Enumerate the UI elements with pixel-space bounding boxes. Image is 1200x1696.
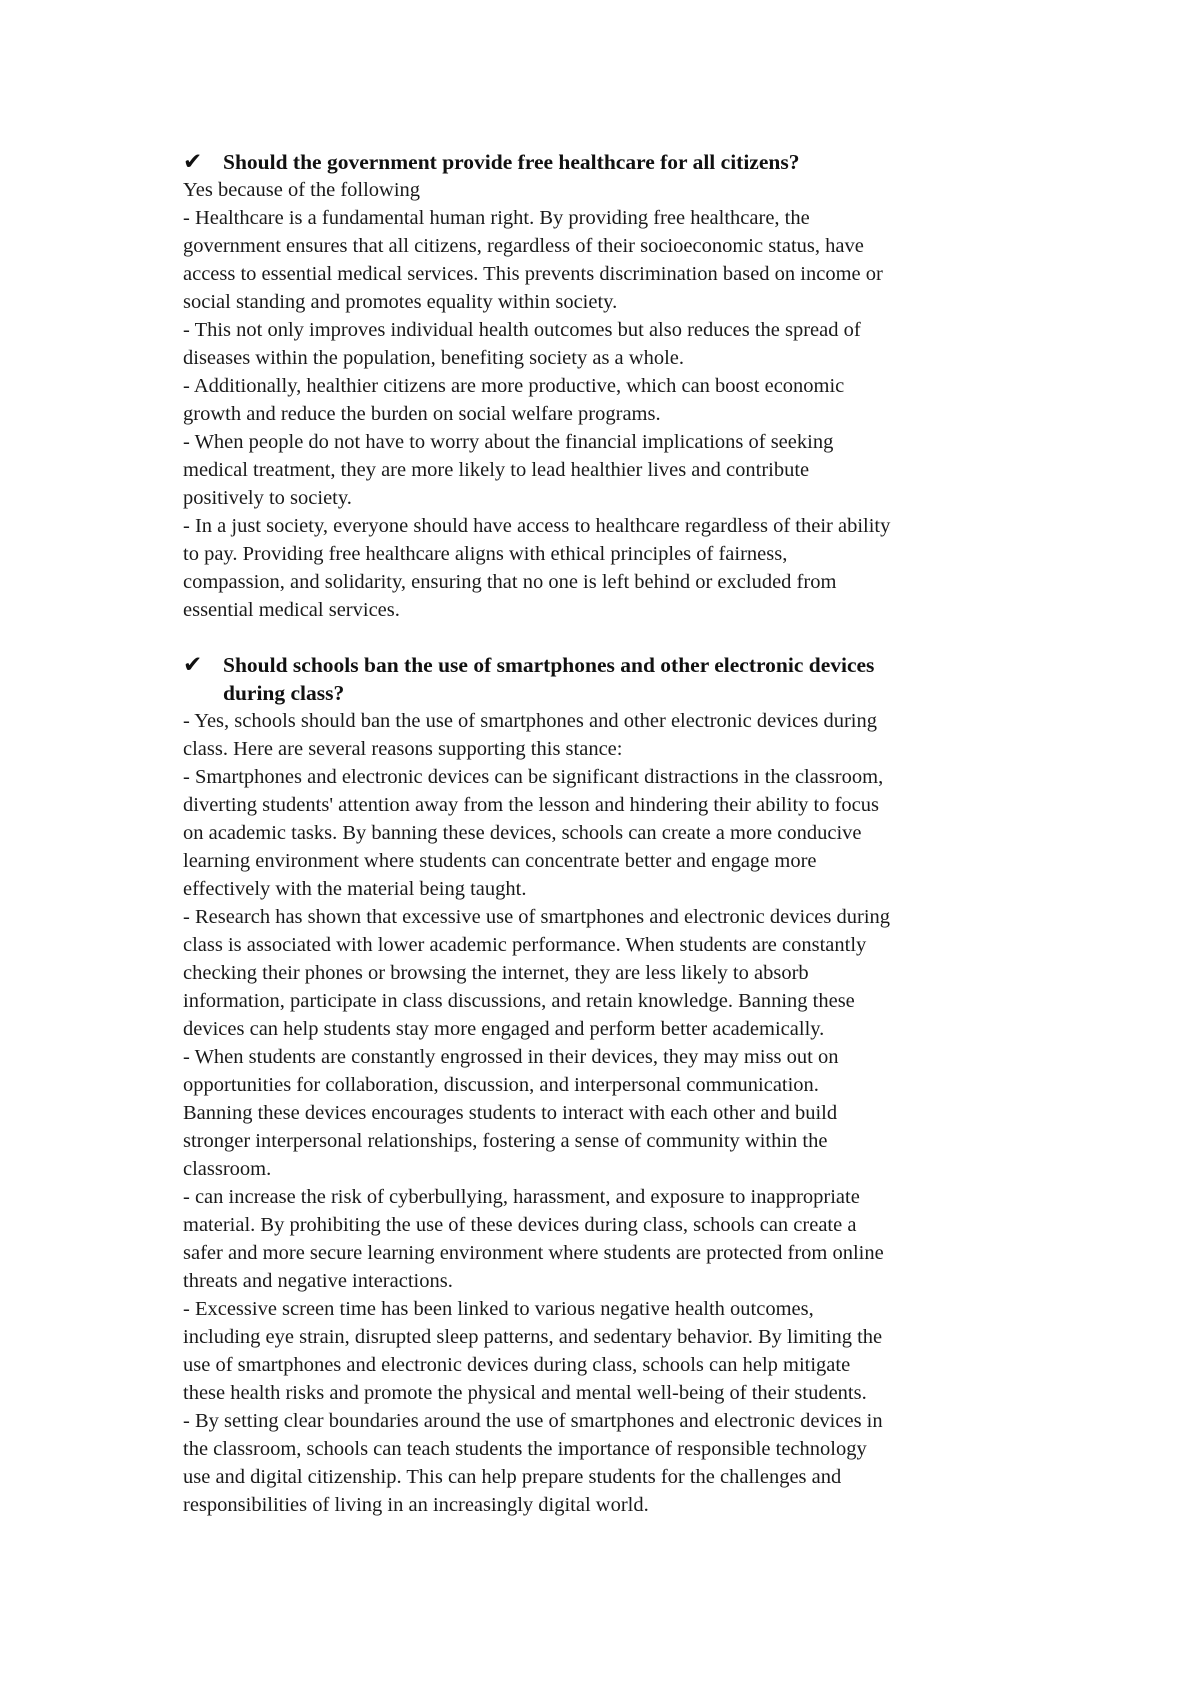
text-line: compassion, and solidarity, ensuring that no one is left behind or excluded from [183, 571, 837, 593]
text-line: opportunities for collaboration, discussion, and interpersonal communication. [183, 1074, 819, 1096]
question-heading [183, 148, 1033, 176]
text-line: - can increase the risk of cyberbullying, harassment, and exposure to inappropriate [183, 1186, 860, 1208]
text-line: learning environment where students can concentrate better and engage more [183, 850, 817, 872]
document-page [183, 148, 1033, 1519]
text-line: - When students are constantly engrossed in their devices, they may miss out on [183, 1046, 839, 1068]
checkmark-icon: ✔ [183, 652, 203, 677]
text-line: material. By prohibiting the use of these devices during class, schools can create a [183, 1214, 857, 1236]
question-line: Should schools ban the use of smartphones and other electronic devices [223, 653, 875, 677]
text-line: - Yes, schools should ban the use of smartphones and other electronic devices during [183, 710, 878, 732]
text-line: checking their phones or browsing the internet, they are less likely to absorb [183, 962, 809, 984]
question-text: Should the government provide free healthcare for all citizens? [223, 150, 800, 174]
text-line: - Smartphones and electronic devices can be significant distractions in the classroom, [183, 766, 884, 788]
text-line: Yes because of the following [183, 179, 421, 201]
text-line: access to essential medical services. This prevents discrimination based on income or [183, 263, 883, 285]
text-line: growth and reduce the burden on social welfare programs. [183, 403, 661, 425]
text-line: class. Here are several reasons supporting this stance: [183, 738, 623, 760]
text-line: Banning these devices encourages students to interact with each other and build [183, 1102, 838, 1124]
text-line: to pay. Providing free healthcare aligns with ethical principles of fairness, [183, 543, 788, 565]
text-line: use and digital citizenship. This can help prepare students for the challenges and [183, 1466, 842, 1488]
text-line: - By setting clear boundaries around the use of smartphones and electronic devices in [183, 1410, 883, 1432]
text-line: safer and more secure learning environment where students are protected from online [183, 1242, 884, 1264]
checkmark-icon: ✔ [183, 149, 203, 174]
answer-body [183, 707, 1033, 1519]
text-line: stronger interpersonal relationships, fostering a sense of community within the [183, 1130, 828, 1152]
text-line: effectively with the material being taught. [183, 878, 527, 900]
question-text [223, 651, 1033, 707]
section-healthcare [183, 148, 1033, 624]
text-line: positively to society. [183, 487, 352, 509]
text-line: devices can help students stay more engaged and perform better academically. [183, 1018, 825, 1040]
text-line: threats and negative interactions. [183, 1270, 453, 1292]
text-line: social standing and promotes equality within society. [183, 291, 618, 313]
text-line: responsibilities of living in an increasingly digital world. [183, 1494, 649, 1516]
text-line: on academic tasks. By banning these devices, schools can create a more conducive [183, 822, 862, 844]
text-line: classroom. [183, 1158, 272, 1180]
text-line: essential medical services. [183, 599, 400, 621]
question-heading [183, 651, 1033, 707]
text-line: information, participate in class discussions, and retain knowledge. Banning these [183, 990, 855, 1012]
answer-body [183, 176, 1033, 624]
text-line: government ensures that all citizens, regardless of their socioeconomic status, have [183, 235, 864, 257]
text-line: medical treatment, they are more likely to lead healthier lives and contribute [183, 459, 810, 481]
text-line: - Additionally, healthier citizens are more productive, which can boost economic [183, 375, 845, 397]
text-line: - In a just society, everyone should have access to healthcare regardless of their ability [183, 515, 891, 537]
text-line: diseases within the population, benefiting society as a whole. [183, 347, 684, 369]
text-line: class is associated with lower academic performance. When students are constantly [183, 934, 867, 956]
section-smartphones [183, 651, 1033, 1519]
text-line: - Research has shown that excessive use of smartphones and electronic devices during [183, 906, 891, 928]
text-line: - This not only improves individual health outcomes but also reduces the spread of [183, 319, 861, 341]
text-line: - Healthcare is a fundamental human right. By providing free healthcare, the [183, 207, 810, 229]
text-line: the classroom, schools can teach students the importance of responsible technology [183, 1438, 867, 1460]
question-line: during class? [223, 681, 345, 705]
text-line: including eye strain, disrupted sleep patterns, and sedentary behavior. By limiting the [183, 1326, 883, 1348]
text-line: - Excessive screen time has been linked to various negative health outcomes, [183, 1298, 814, 1320]
text-line: diverting students' attention away from the lesson and hindering their ability to focus [183, 794, 879, 816]
text-line: these health risks and promote the physical and mental well-being of their students. [183, 1382, 867, 1404]
text-line: - When people do not have to worry about the financial implications of seeking [183, 431, 834, 453]
text-line: use of smartphones and electronic devices during class, schools can help mitigate [183, 1354, 851, 1376]
